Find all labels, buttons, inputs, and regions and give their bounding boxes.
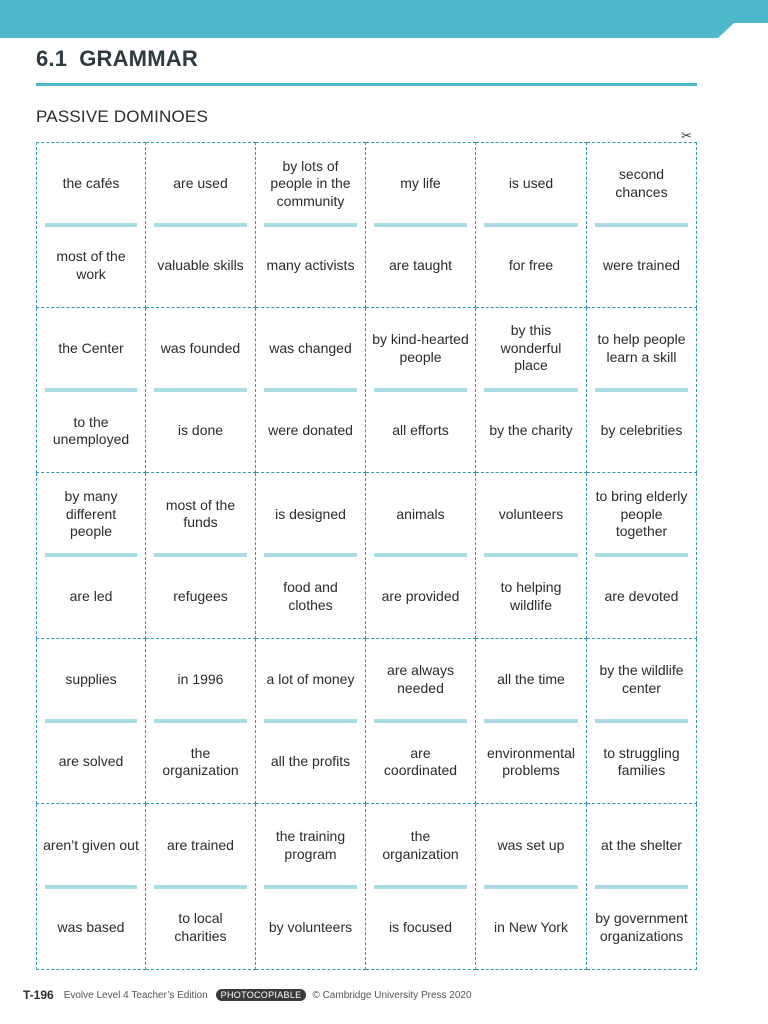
- domino-card: [256, 639, 366, 805]
- domino-bottom-text: by the charity: [489, 422, 573, 439]
- scissors-icon: ✂: [681, 128, 692, 143]
- domino-bottom-text: to the unemployed: [52, 413, 130, 448]
- section-number: 6.1: [36, 46, 68, 71]
- domino-bottom-text: to local charities: [174, 910, 227, 944]
- domino-card: [36, 804, 146, 970]
- domino-top-text: by kind-hearted people: [372, 331, 469, 365]
- domino-card: [476, 473, 587, 639]
- domino-top-text: my life: [400, 175, 441, 192]
- section-title: [36, 46, 198, 72]
- domino-bottom-text: are coordinated: [383, 744, 458, 779]
- photocopiable-badge: PHOTOCOPIABLE: [216, 989, 307, 1001]
- domino-bottom-text: environmental problems: [487, 744, 575, 779]
- domino-card: [366, 473, 476, 639]
- banner-notch: [718, 23, 734, 38]
- banner-notch-fill: [734, 23, 768, 38]
- domino-bottom-text: are provided: [381, 587, 460, 604]
- domino-card: [146, 473, 256, 639]
- domino-top-text: are always needed: [387, 662, 454, 696]
- domino-card: [256, 308, 366, 474]
- domino-card: [587, 142, 697, 308]
- domino-card: [587, 308, 697, 474]
- domino-card: [366, 639, 476, 805]
- domino-card: [146, 804, 256, 970]
- domino-top-text: are trained: [167, 836, 234, 853]
- domino-card: [476, 142, 587, 308]
- domino-card: [476, 804, 587, 970]
- domino-bottom-text: valuable skills: [157, 256, 244, 273]
- domino-card: [256, 473, 366, 639]
- domino-bottom-text: for free: [508, 256, 554, 273]
- domino-top-text: was changed: [269, 339, 352, 356]
- domino-bottom-text: the organization: [162, 744, 239, 779]
- domino-top-text: by this wonderful place: [500, 322, 562, 374]
- domino-top-text: aren’t given out: [43, 836, 139, 853]
- domino-card: [476, 308, 587, 474]
- domino-bottom-text: were trained: [602, 256, 681, 273]
- domino-card: [476, 639, 587, 805]
- domino-top-text: animals: [396, 505, 445, 522]
- domino-bottom-text: all efforts: [392, 422, 449, 439]
- domino-card: [366, 308, 476, 474]
- domino-top-text: volunteers: [498, 505, 564, 522]
- activity-title: PASSIVE DOMINOES: [36, 107, 208, 126]
- domino-top-text: the Center: [58, 339, 124, 356]
- domino-top-text: the organization: [382, 828, 459, 862]
- section-name: GRAMMAR: [79, 46, 198, 71]
- domino-card: [256, 804, 366, 970]
- domino-bottom-text: in New York: [494, 919, 568, 936]
- domino-top-text: is designed: [275, 505, 346, 522]
- domino-top-text: by many different people: [64, 488, 118, 540]
- page-number: T-196: [23, 988, 54, 1002]
- domino-card: [36, 473, 146, 639]
- domino-card: [366, 142, 476, 308]
- domino-card: [36, 639, 146, 805]
- domino-bottom-text: were donated: [268, 422, 353, 439]
- domino-card: [587, 639, 697, 805]
- domino-top-text: most of the funds: [165, 496, 236, 531]
- domino-top-text: to bring elderly people together: [595, 488, 688, 540]
- domino-bottom-text: to struggling families: [603, 744, 680, 779]
- domino-card: [36, 308, 146, 474]
- domino-top-text: all the time: [497, 671, 565, 688]
- domino-bottom-text: by celebrities: [600, 422, 683, 439]
- top-banner: [0, 0, 768, 38]
- domino-card: [36, 142, 146, 308]
- domino-top-text: at the shelter: [601, 836, 682, 853]
- domino-card: [587, 804, 697, 970]
- domino-bottom-text: by volunteers: [268, 919, 353, 936]
- domino-top-text: was founded: [160, 339, 241, 356]
- domino-top-text: second chances: [615, 166, 668, 200]
- domino-card: [146, 142, 256, 308]
- domino-top-text: supplies: [65, 671, 117, 688]
- domino-bottom-text: was based: [57, 919, 125, 936]
- page-footer: [23, 988, 472, 1002]
- domino-card: [587, 473, 697, 639]
- domino-bottom-text: by government organizations: [595, 910, 688, 944]
- domino-card: [256, 142, 366, 308]
- copyright-text: © Cambridge University Press 2020: [312, 989, 472, 1001]
- domino-top-text: a lot of money: [266, 671, 355, 688]
- domino-bottom-text: are taught: [388, 256, 453, 273]
- domino-top-text: is used: [508, 175, 554, 192]
- domino-bottom-text: is done: [177, 422, 224, 439]
- domino-top-text: was set up: [497, 836, 565, 853]
- domino-top-text: by the wildlife center: [599, 662, 684, 696]
- domino-bottom-text: to helping wildlife: [500, 579, 562, 613]
- domino-top-text: to help people learn a skill: [597, 331, 686, 365]
- domino-top-text: the training program: [275, 828, 346, 862]
- domino-card: [146, 308, 256, 474]
- title-rule: [36, 83, 697, 86]
- domino-bottom-text: refugees: [173, 587, 228, 604]
- domino-bottom-text: food and clothes: [283, 579, 338, 613]
- domino-bottom-text: most of the work: [56, 248, 126, 282]
- domino-bottom-text: many activists: [266, 256, 355, 273]
- domino-bottom-text: are solved: [58, 753, 124, 770]
- edition-text: Evolve Level 4 Teacher’s Edition: [63, 989, 208, 1001]
- domino-grid: [36, 142, 697, 970]
- domino-top-text: are used: [173, 175, 228, 192]
- domino-top-text: by lots of people in the community: [270, 157, 351, 209]
- domino-bottom-text: all the profits: [270, 753, 351, 770]
- domino-bottom-text: are devoted: [604, 587, 679, 604]
- domino-bottom-text: are led: [69, 587, 113, 604]
- domino-top-text: in 1996: [177, 671, 224, 688]
- domino-bottom-text: is focused: [388, 919, 453, 936]
- domino-card: [366, 804, 476, 970]
- domino-card: [146, 639, 256, 805]
- domino-top-text: the cafés: [62, 175, 120, 192]
